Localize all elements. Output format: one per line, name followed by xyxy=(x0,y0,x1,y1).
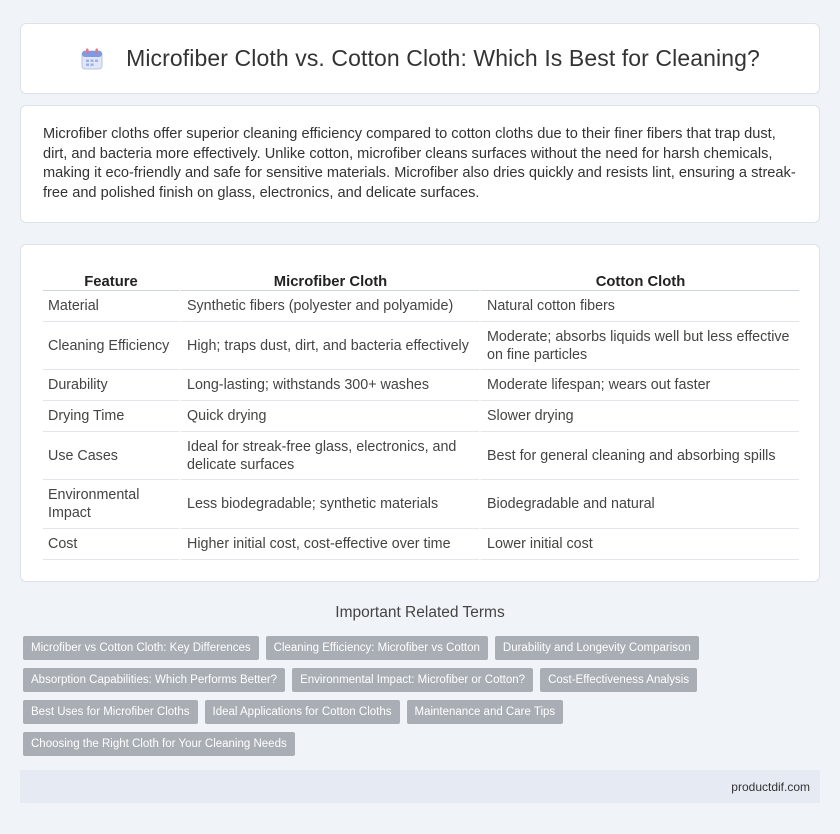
table-row xyxy=(43,370,799,401)
feature-cell: Use Cases xyxy=(43,432,179,480)
calendar-icon xyxy=(80,47,104,71)
table-header-row xyxy=(43,264,799,291)
cotton-cell: Slower drying xyxy=(479,401,799,432)
microfiber-cell: Less biodegradable; synthetic materials xyxy=(179,480,479,529)
table-row xyxy=(43,401,799,432)
tag-row xyxy=(23,636,723,668)
table-row xyxy=(43,322,799,370)
cotton-cell: Moderate lifespan; wears out faster xyxy=(479,370,799,401)
tag-row xyxy=(23,668,723,700)
microfiber-cell: Higher initial cost, cost-effective over time xyxy=(179,529,479,560)
tag-link[interactable]: Maintenance and Care Tips xyxy=(407,700,564,724)
tag-link[interactable]: Durability and Longevity Comparison xyxy=(495,636,699,660)
feature-cell: Material xyxy=(43,291,179,322)
table-row xyxy=(43,480,799,529)
table-row xyxy=(43,529,799,560)
intro-card xyxy=(20,105,820,223)
tag-link[interactable]: Microfiber vs Cotton Cloth: Key Differences xyxy=(23,636,259,660)
tag-row xyxy=(23,732,723,764)
related-tags xyxy=(23,636,723,764)
microfiber-cell: Ideal for streak-free glass, electronics, and delicate surfaces xyxy=(179,432,479,480)
tag-link[interactable]: Cost-Effectiveness Analysis xyxy=(540,668,697,692)
related-terms-section xyxy=(20,604,820,622)
microfiber-cell: Long-lasting; withstands 300+ washes xyxy=(179,370,479,401)
tag-link[interactable]: Absorption Capabilities: Which Performs Better? xyxy=(23,668,285,692)
table-row xyxy=(43,432,799,480)
page-title: Microfiber Cloth vs. Cotton Cloth: Which Is Best for Cleaning? xyxy=(126,45,760,71)
feature-cell: Drying Time xyxy=(43,401,179,432)
tag-link[interactable]: Cleaning Efficiency: Microfiber vs Cotton xyxy=(266,636,488,660)
cotton-cell: Biodegradable and natural xyxy=(479,480,799,529)
cotton-cell: Best for general cleaning and absorbing spills xyxy=(479,432,799,480)
tag-link[interactable]: Ideal Applications for Cotton Cloths xyxy=(205,700,400,724)
table-row xyxy=(43,291,799,322)
header-microfiber: Microfiber Cloth xyxy=(179,264,479,291)
microfiber-cell: Synthetic fibers (polyester and polyamide) xyxy=(179,291,479,322)
microfiber-cell: Quick drying xyxy=(179,401,479,432)
feature-cell: Durability xyxy=(43,370,179,401)
header-feature: Feature xyxy=(43,264,179,291)
cotton-cell: Lower initial cost xyxy=(479,529,799,560)
feature-cell: Environmental Impact xyxy=(43,480,179,529)
comparison-table-card xyxy=(20,244,820,582)
footer xyxy=(20,770,820,803)
footer-site-link[interactable]: productdif.com xyxy=(731,780,810,794)
tag-link[interactable]: Best Uses for Microfiber Cloths xyxy=(23,700,198,724)
cotton-cell: Moderate; absorbs liquids well but less effective on fine particles xyxy=(479,322,799,370)
comparison-table xyxy=(43,264,799,560)
tag-link[interactable]: Environmental Impact: Microfiber or Cotton? xyxy=(292,668,533,692)
header-cotton: Cotton Cloth xyxy=(479,264,799,291)
cotton-cell: Natural cotton fibers xyxy=(479,291,799,322)
feature-cell: Cleaning Efficiency xyxy=(43,322,179,370)
related-terms-heading: Important Related Terms xyxy=(335,604,505,621)
tag-link[interactable]: Choosing the Right Cloth for Your Cleaning Needs xyxy=(23,732,295,756)
intro-paragraph: Microfiber cloths offer superior cleaning efficiency compared to cotton cloths due to their finer fibers that trap dust, dirt, and bacteria more effectively. Unlike cotton, microfiber cleans surfaces without the need for harsh chemicals, making it eco-friendly and safe for sensitive materials. Microfiber also dries quickly and resists lint, ensuring a streak-free and polished finish on glass, electronics, and delicate surfaces. xyxy=(43,126,796,201)
title-card xyxy=(20,23,820,94)
microfiber-cell: High; traps dust, dirt, and bacteria effectively xyxy=(179,322,479,370)
tag-row xyxy=(23,700,723,732)
feature-cell: Cost xyxy=(43,529,179,560)
